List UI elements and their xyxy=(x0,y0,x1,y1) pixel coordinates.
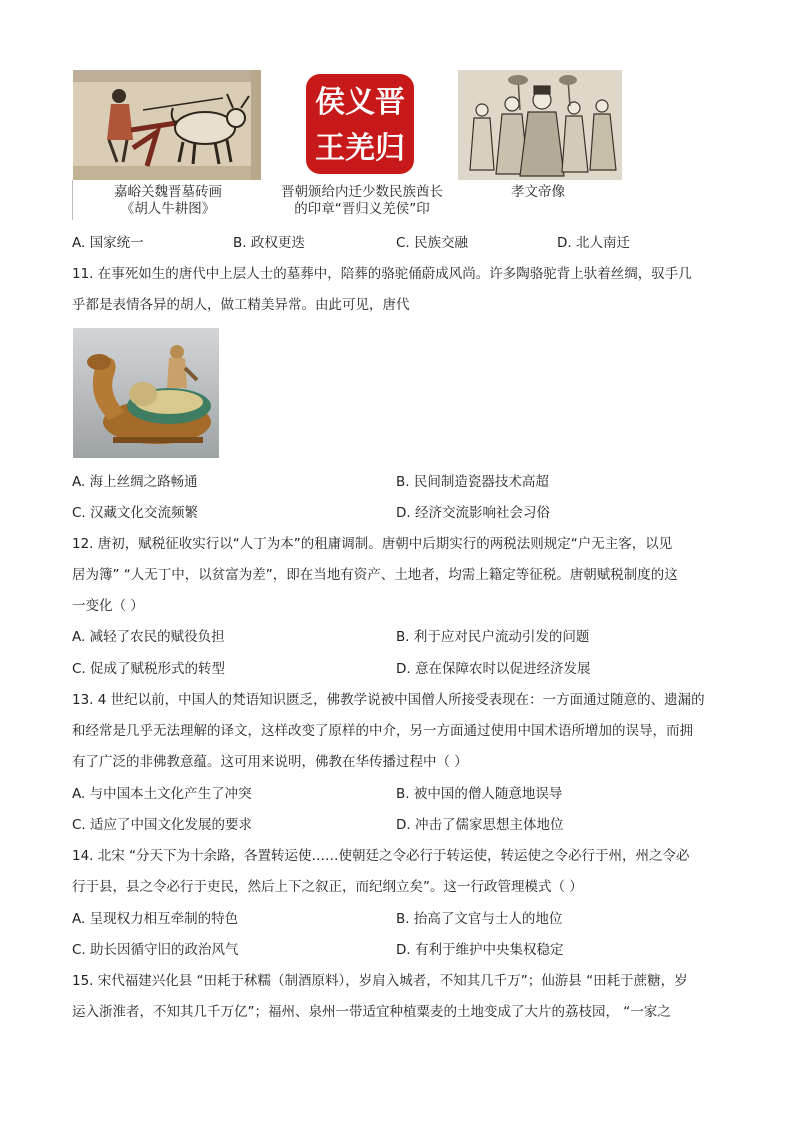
q11-option-b[interactable]: B. 民间制造瓷器技术高超 xyxy=(396,474,549,490)
seal-char: 侯 xyxy=(315,85,345,120)
q10-option-d[interactable]: D. 北人南迁 xyxy=(557,235,630,251)
q14-stem-line2: 行于县，县之令必行于吏民，然后上下之叙正，而纪纲立矣”。这一行政管理模式（ ） xyxy=(72,879,583,895)
q13-option-c[interactable]: C. 适应了中国文化发展的要求 xyxy=(72,817,253,833)
q11-stem-line2: 乎都是表情各异的胡人，做工精美异常。由此可见，唐代 xyxy=(72,297,410,313)
q13-option-d[interactable]: D. 冲击了儒家思想主体地位 xyxy=(396,817,564,833)
q10-option-c[interactable]: C. 民族交融 xyxy=(396,235,469,251)
q11-option-a[interactable]: A. 海上丝绸之路畅通 xyxy=(72,474,198,490)
q14-option-b[interactable]: B. 抬高了文官与士人的地位 xyxy=(396,911,563,927)
seal-char: 义 xyxy=(345,85,375,120)
figure1-caption-line1: 嘉峪关魏晋墓砖画 xyxy=(114,184,222,200)
tri-color-camel-figurine xyxy=(73,328,219,458)
figure2-caption-line1: 晋朝颁给内迁少数民族酋长 xyxy=(281,184,443,200)
q13-stem-line3: 有了广泛的非佛教意蕴。这可用来说明，佛教在华传播过程中（ ） xyxy=(72,754,468,770)
q13-stem-line2: 和经常是几乎无法理解的译文，这样改变了原样的中介，另一方面通过使用中国术语所增加的误导，而拥 xyxy=(72,723,693,739)
q10-option-a[interactable]: A. 国家统一 xyxy=(72,235,144,251)
figure2-caption-line2: 的印章“晋归义羌侯”印 xyxy=(294,201,430,217)
emperor-procession-painting xyxy=(458,70,622,180)
q12-stem-line1: 12. 唐初，赋税征收实行以“人丁为本”的租庸调制。唐朝中后期实行的两税法则规定“户无主客，以见 xyxy=(72,536,673,552)
ox-plough-painting xyxy=(73,70,261,180)
seal-char: 晋 xyxy=(375,85,405,120)
q12-option-c[interactable]: C. 促成了赋税形式的转型 xyxy=(72,661,226,677)
divider-line xyxy=(72,180,73,220)
q13-stem-line1: 13. 4 世纪以前，中国人的梵语知识匮乏，佛教学说被中国僧人所接受表现在：一方面通过随意的、遗漏的 xyxy=(72,692,705,708)
q11-stem-line1: 11. 在事死如生的唐代中上层人士的墓葬中，陪葬的骆驼俑蔚成风尚。许多陶骆驼背上驮着丝绸，驭手几 xyxy=(72,266,692,282)
q10-option-b[interactable]: B. 政权更迭 xyxy=(233,235,305,251)
seal-char: 归 xyxy=(375,131,405,166)
q11-option-c[interactable]: C. 汉藏文化交流频繁 xyxy=(72,505,199,521)
seal-char: 王 xyxy=(315,131,345,166)
q14-option-a[interactable]: A. 呈现权力相互牵制的特色 xyxy=(72,911,239,927)
camel-figurine-image xyxy=(73,328,219,458)
q15-stem-line1: 15. 宋代福建兴化县 “田耗于秫糯（制酒原料），岁肩入城者，不知其几千万”；仙游县 “田耗于蔗糖，岁 xyxy=(72,973,688,989)
brick-painting-image xyxy=(73,70,261,180)
q12-option-b[interactable]: B. 利于应对民户流动引发的问题 xyxy=(396,629,590,645)
figure3-caption-line1: 孝文帝像 xyxy=(511,184,565,200)
q13-option-b[interactable]: B. 被中国的僧人随意地误导 xyxy=(396,786,563,802)
q12-stem-line3: 一变化（ ） xyxy=(72,598,144,614)
q14-option-c[interactable]: C. 助长因循守旧的政治风气 xyxy=(72,942,239,958)
seal-char: 羌 xyxy=(345,131,375,166)
q14-option-d[interactable]: D. 有利于维护中央集权稳定 xyxy=(396,942,564,958)
figure3-caption xyxy=(478,184,598,201)
q14-stem-line1: 14. 北宋 “分天下为十余路，各置转运使……使朝廷之令必行于转运使，转运使之令必行于州，州之令必 xyxy=(72,848,690,864)
q12-stem-line2: 居为簿” “人无丁中，以贫富为差”，即在当地有资产、土地者，均需上籍定等征税。唐朝赋税制度的这 xyxy=(72,567,678,583)
figure1-caption xyxy=(78,184,258,218)
seal-image xyxy=(300,70,420,178)
figure1-caption-line2: 《胡人牛耕图》 xyxy=(120,201,216,217)
q11-option-d[interactable]: D. 经济交流影响社会习俗 xyxy=(396,505,550,521)
q12-option-a[interactable]: A. 减轻了农民的赋役负担 xyxy=(72,629,225,645)
emperor-portrait-image xyxy=(458,70,622,180)
figure2-caption xyxy=(262,184,462,218)
q13-option-a[interactable]: A. 与中国本土文化产生了冲突 xyxy=(72,786,252,802)
q15-stem-line2: 运入浙淮者，不知其几千万亿”；福州、泉州一带适宜种植粟麦的土地变成了大片的荔枝园， “一家之 xyxy=(72,1004,671,1020)
seal-stamp xyxy=(300,70,420,178)
q12-option-d[interactable]: D. 意在保障农时以促进经济发展 xyxy=(396,661,591,677)
